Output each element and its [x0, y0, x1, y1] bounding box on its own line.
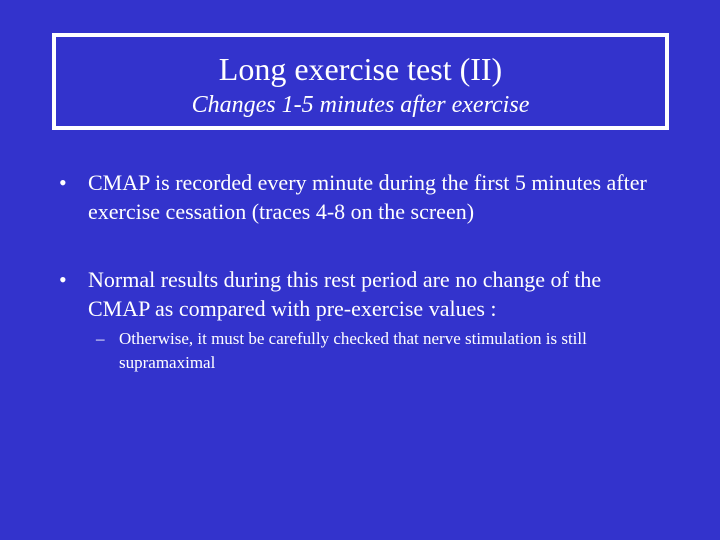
bullet-text: Normal results during this rest period are no change of the CMAP as compared with pre-exercise values :: [88, 267, 602, 321]
sub-bullet-item: [96, 327, 686, 375]
bullet-item: [59, 265, 659, 323]
slide-subtitle: Changes 1-5 minutes after exercise: [191, 92, 530, 118]
slide-title: Long exercise test (II): [218, 51, 503, 87]
bullet-text: CMAP is recorded every minute during the first 5 minutes after exercise cessation (traces 4-8 on the screen): [88, 170, 647, 224]
bullet-item: [59, 168, 659, 226]
sub-bullet-marker: –: [96, 329, 105, 348]
bullet-marker: •: [59, 267, 67, 292]
title-box: [52, 33, 669, 130]
sub-bullet-text: Otherwise, it must be carefully checked that nerve stimulation is still supramaximal: [119, 329, 587, 372]
bullet-marker: •: [59, 170, 67, 195]
